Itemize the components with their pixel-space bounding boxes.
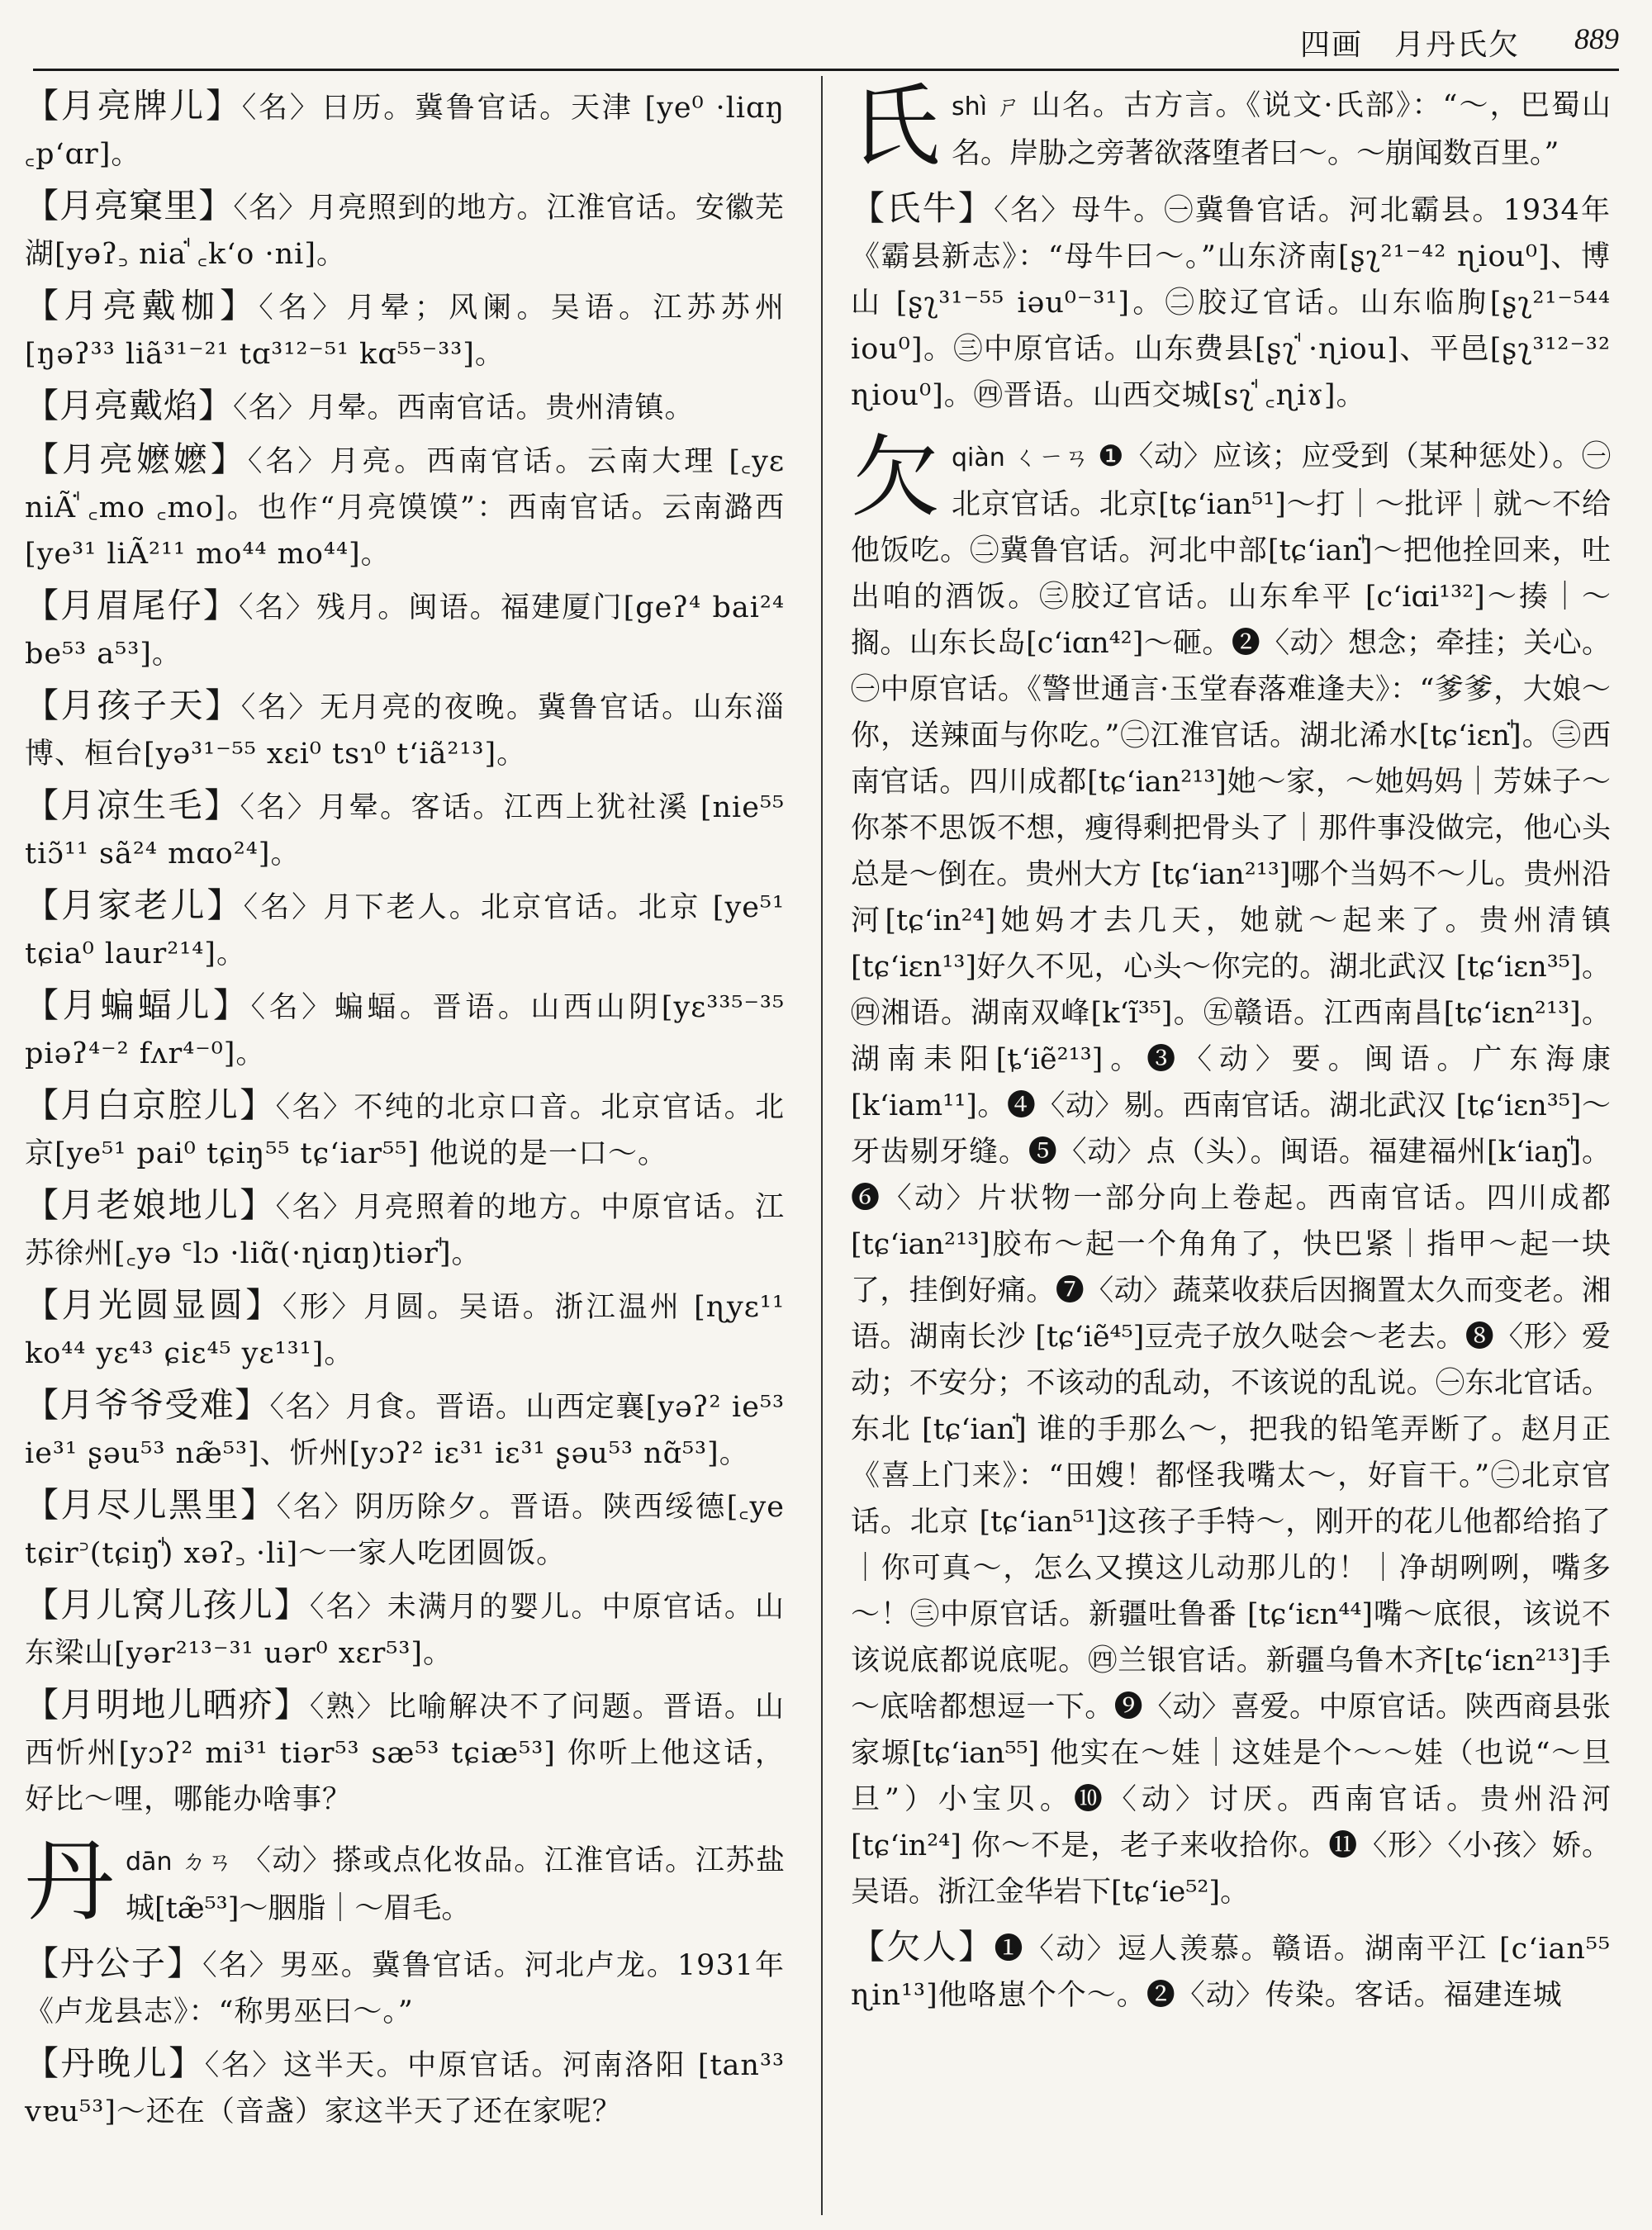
left-column xyxy=(25,83,795,2140)
entry-headword: 【丹晚儿】 xyxy=(25,2043,205,2083)
entry xyxy=(25,183,785,278)
character-entry xyxy=(851,426,1612,1915)
entry-headword: 【欠人】 xyxy=(851,1927,995,1967)
entry-text: 〈名〉男巫。冀鲁官话。河北卢龙。1931年《卢龙县志》：“称男巫曰～。” xyxy=(25,1949,786,2028)
entry-headword: 【月家老儿】 xyxy=(25,885,244,925)
pinyin: dān ㄉㄢ xyxy=(126,1848,234,1877)
entry-text: 〈名〉不纯的北京口音。北京官话。北京[ye⁵¹ pai⁰ tɕiŋ⁵⁵ tɕʻiar⁵⁵] 他说的是一口～。 xyxy=(25,1091,785,1170)
entry-text: 〈名〉阴历除夕。晋语。陕西绥德[꜀ye tɕir꜄(tɕiŋꜗ) xəʔ꜆ ·li]～一家人吃团圆饭。 xyxy=(25,1491,795,1570)
entry-headword: 【月儿窝儿孩儿】 xyxy=(25,1585,310,1625)
headword-character: 氏 xyxy=(851,75,941,178)
entry xyxy=(25,282,785,377)
entry-headword: 【月亮嬷嬷】 xyxy=(25,439,248,479)
right-column xyxy=(851,75,1621,2024)
entry-text: 〈名〉残月。闽语。福建厦门[geʔ⁴ bai²⁴ be⁵³ a⁵³]。 xyxy=(25,591,795,671)
pinyin: shì ㄕ xyxy=(952,93,1023,121)
entry-text: 〈名〉月食。晋语。山西定襄[yəʔ² ie⁵³ ie³¹ ʂəu⁵³ næ̃⁵³]、忻州[yɔʔ² iɛ³¹ iɛ³¹ ʂəu⁵³ nɑ̃⁵³]。 xyxy=(25,1391,795,1470)
entry-text: 山名。古方言。《说文·氏部》：“～，巴蜀山名。岸胁之旁著欲落堕者曰～。～崩闻数百里。” xyxy=(952,89,1612,170)
entry-headword: 【月亮牌儿】 xyxy=(25,86,242,126)
entry-headword: 【月亮戴枷】 xyxy=(25,286,259,325)
entry xyxy=(25,1482,795,1577)
entry-headword: 【月亮戴焰】 xyxy=(25,386,233,425)
entry-headword: 【月蝙蝠儿】 xyxy=(25,985,251,1025)
entry-headword: 【月尽儿黑里】 xyxy=(25,1485,277,1525)
entry-headword: 【月亮窠里】 xyxy=(25,186,234,225)
entry xyxy=(25,83,795,178)
entry xyxy=(25,1182,785,1277)
entry-text: 〈名〉日历。冀鲁官话。天津 [ye⁰ ·liɑŋ ꜀pʻɑr]。 xyxy=(25,92,795,171)
header-rule xyxy=(33,69,1619,71)
entry-text: 〈名〉这半天。中原官话。河南洛阳 [tan³³ vɐu⁵³]～还在（音盏）家这半天了还在家呢？ xyxy=(25,2049,795,2128)
entry xyxy=(25,1282,795,1377)
entry-text: 〈名〉月晕。西南官话。贵州清镇。 xyxy=(233,391,695,425)
entry-headword: 【月白京腔儿】 xyxy=(25,1085,276,1125)
entry-text: 〈形〉月圆。吴语。浙江温州 [ɳyɛ¹¹ ko⁴⁴ yɛ⁴³ ɕiɛ⁴⁵ yɛ¹³¹]。 xyxy=(25,1291,795,1370)
entry-text: ❶〈动〉逗人羡慕。赣语。湖南平江 [cʻian⁵⁵ ɳin¹³]他咯崽个个～。❷〈动〉传染。客话。福建连城 xyxy=(851,1933,1621,2012)
entry-text: 〈名〉月亮。西南官话。云南大理 [꜀yɛ niÃꜗ ꜀mo ꜀mo]。也作“月亮馍馍”：西南官话。云南潞西[ye³¹ liÃ²¹¹ mo⁴⁴ mo⁴⁴]。 xyxy=(25,445,795,571)
character-entry xyxy=(851,75,1612,178)
entry xyxy=(25,1382,795,1477)
entry-headword: 【月爷爷受难】 xyxy=(25,1385,270,1425)
pinyin: qiàn ㄑㄧㄢ xyxy=(952,444,1090,472)
entry-text: 〈名〉月亮照到的地方。江淮官话。安徽芜湖[yəʔ꜆ niaꜗ ꜀kʻo ·ni]。 xyxy=(25,192,785,271)
entry-text: 〈名〉月晕；风阑。吴语。江苏苏州[ŋəʔ³³ liã³¹⁻²¹ tɑ³¹²⁻⁵¹ kɑ⁵⁵⁻³³]。 xyxy=(25,292,785,371)
entry xyxy=(851,185,1621,419)
entry xyxy=(25,882,795,977)
entry xyxy=(25,982,795,1077)
entry-text: 〈名〉月晕。客话。江西上犹社溪 [nie⁵⁵ tiɔ̃¹¹ sã²⁴ mɑo²⁴]。 xyxy=(25,791,795,871)
entry-text: 〈名〉母牛。㊀冀鲁官话。河北霸县。1934年《霸县新志》：“母牛曰～。”山东济南[ʂʅ²¹⁻⁴² ɳiou⁰]、博山 [ʂʅ³¹⁻⁵⁵ iəu⁰⁻³¹]。㊁胶辽官话。山东临朐[ʂʅ²¹⁻⁵⁴⁴ iou⁰]。㊂中原官话。山东费县[ʂʅꜗ ·ɳiou]、平邑[ʂʅ³¹²⁻³² ɳiou⁰]。㊃晋语。山西交城[sʅꜗ ꜀ɳiɤ]。 xyxy=(851,194,1621,412)
entry xyxy=(25,1582,785,1677)
entry xyxy=(851,1924,1621,2019)
entry-text: 〈名〉蝙蝠。晋语。山西山阴[yɛ³³⁵⁻³⁵ piəʔ⁴⁻² fʌr⁴⁻⁰]。 xyxy=(25,991,795,1070)
entry-headword: 【月老娘地儿】 xyxy=(25,1185,276,1225)
entry-headword: 【月明地儿晒疥】 xyxy=(25,1685,310,1725)
entry-headword: 【月眉尾仔】 xyxy=(25,586,239,625)
entry-text: 〈名〉无月亮的夜晚。冀鲁官话。山东淄博、桓台[yə³¹⁻⁵⁵ xɛi⁰ tsɿ⁰ tʻiã²¹³]。 xyxy=(25,691,785,771)
entry xyxy=(25,1940,785,2035)
entry-headword: 【月凉生毛】 xyxy=(25,785,240,825)
entry-headword: 【丹公子】 xyxy=(25,1943,203,1983)
entry xyxy=(25,436,795,577)
entry xyxy=(25,1082,785,1177)
entry-text: 〈动〉搽或点化妆品。江淮官话。江苏盐城[tæ̃⁵³]～胭脂｜～眉毛。 xyxy=(126,1844,785,1925)
headword-character: 欠 xyxy=(851,426,941,529)
entry-text: 〈名〉月下老人。北京官话。北京 [ye⁵¹ tɕia⁰ laur²¹⁴]。 xyxy=(25,891,795,970)
entry xyxy=(25,382,785,431)
page-number: 889 xyxy=(1574,22,1619,55)
column-divider xyxy=(821,76,823,2215)
entry-text: 〈名〉月亮照着的地方。中原官话。江苏徐州[꜀yə ꜂lɔ ·liɑ̃(·ɳiɑŋ)tiərꜗ]。 xyxy=(25,1191,785,1270)
page-header xyxy=(33,17,1619,71)
entry-text: ❶〈动〉应该；应受到（某种惩处）。㊀北京官话。北京[tɕʻian⁵¹]～打｜～批评｜就～不给他饭吃。㊁冀鲁官话。河北中部[tɕʻianꜗ]～把他拴回来，吐出咱的酒饭。㊂胶辽官话。山东牟平 [cʻiɑi¹³²]～揍｜～搁。山东长岛[cʻiɑn⁴²]～砸。❷〈动〉想念；牵挂；关心。㊀中原官话。《警世通言·玉堂春落难逢夫》：“爹爹，大娘～你，送辣面与你吃。”㊁江淮官话。湖北浠水[tɕʻiɛnꜗ]。㊂西南官话。四川成都[tɕʻian²¹³]她～家，～她妈妈｜芳妹子～你茶不思饭不想，瘦得剩把骨头了｜那件事没做完，他心头总是～倒在。贵州大方 [tɕʻian²¹³]哪个当妈不～儿。贵州沿河[tɕʻin²⁴]她妈才去几天，她就～起来了。贵州清镇 [tɕʻiɛn¹³]好久不见，心头～你完的。湖北武汉 [tɕʻiɛn³⁵]。㊃湘语。湖南双峰[kʻĩ³⁵]。㊄赣语。江西南昌[tɕʻiɛn²¹³]。湖南耒阳[ȶʻiẽ²¹³]。❸〈动〉要。闽语。广东海康[kʻiam¹¹]。❹〈动〉剔。西南官话。湖北武汉 [tɕʻiɛn³⁵]～牙齿剔牙缝。❺〈动〉点（头）。闽语。福建福州[kʻiaŋꜗ]。❻〈动〉片状物一部分向上卷起。西南官话。四川成都[tɕʻian²¹³]胶布～起一个角角了，快巴紧｜指甲～起一块了，挂倒好痛。❼〈动〉蔬菜收获后因搁置太久而变老。湘语。湖南长沙 [tɕʻiẽ⁴⁵]豆壳子放久哒会～老去。❽〈形〉爱动；不安分；不该动的乱动，不该说的乱说。㊀东北官话。东北 [tɕʻianꜗ] 谁的手那么～，把我的铅笔弄断了。赵月正《喜上门来》：“田嫂！都怪我嘴太～，好盲干。”㊁北京官话。北京 [tɕʻian⁵¹]这孩子手特～，刚开的花儿他都给掐了｜你可真～，怎么又摸这儿动那儿的！｜净胡咧咧，嘴多～！㊂中原官话。新疆吐鲁番 [tɕʻiɛn⁴⁴]嘴～底很，该说不该说底都说底呢。㊃兰银官话。新疆乌鲁木齐[tɕʻiɛn²¹³]手～底啥都想逗一下。❾〈动〉喜爱。中原官话。陕西商县张家塬[tɕʻian⁵⁵] 他实在～娃｜这娃是个～～娃（也说“～旦旦”）小宝贝。❿〈动〉讨厌。西南官话。贵州沿河[tɕʻin²⁴] 你～不是，老子来收拾你。⓫〈形〉〈小孩〉娇。吴语。浙江金华岩下[tɕʻie⁵²]。 xyxy=(851,440,1612,1909)
entry xyxy=(25,1682,785,1823)
entry xyxy=(25,2040,795,2135)
entry-headword: 【氏牛】 xyxy=(851,188,995,228)
entry xyxy=(25,682,785,777)
entry xyxy=(25,782,795,877)
running-title: 四画 月丹氏欠 xyxy=(1299,28,1520,62)
headword-character: 丹 xyxy=(25,1830,115,1933)
entry-text: 〈熟〉比喻解决不了问题。晋语。山西忻州[yɔʔ² mi³¹ tiər⁵³ sæ⁵³ tɕiæ⁵³] 你听上他这话，好比～哩，哪能办啥事？ xyxy=(25,1691,785,1816)
entry-text: 〈名〉未满月的婴儿。中原官话。山东梁山[yər²¹³⁻³¹ uər⁰ xɛr⁵³]。 xyxy=(25,1591,785,1670)
character-entry xyxy=(25,1830,785,1933)
entry-headword: 【月光圆显圆】 xyxy=(25,1285,282,1325)
entry xyxy=(25,582,795,677)
entry-headword: 【月孩子天】 xyxy=(25,686,241,725)
